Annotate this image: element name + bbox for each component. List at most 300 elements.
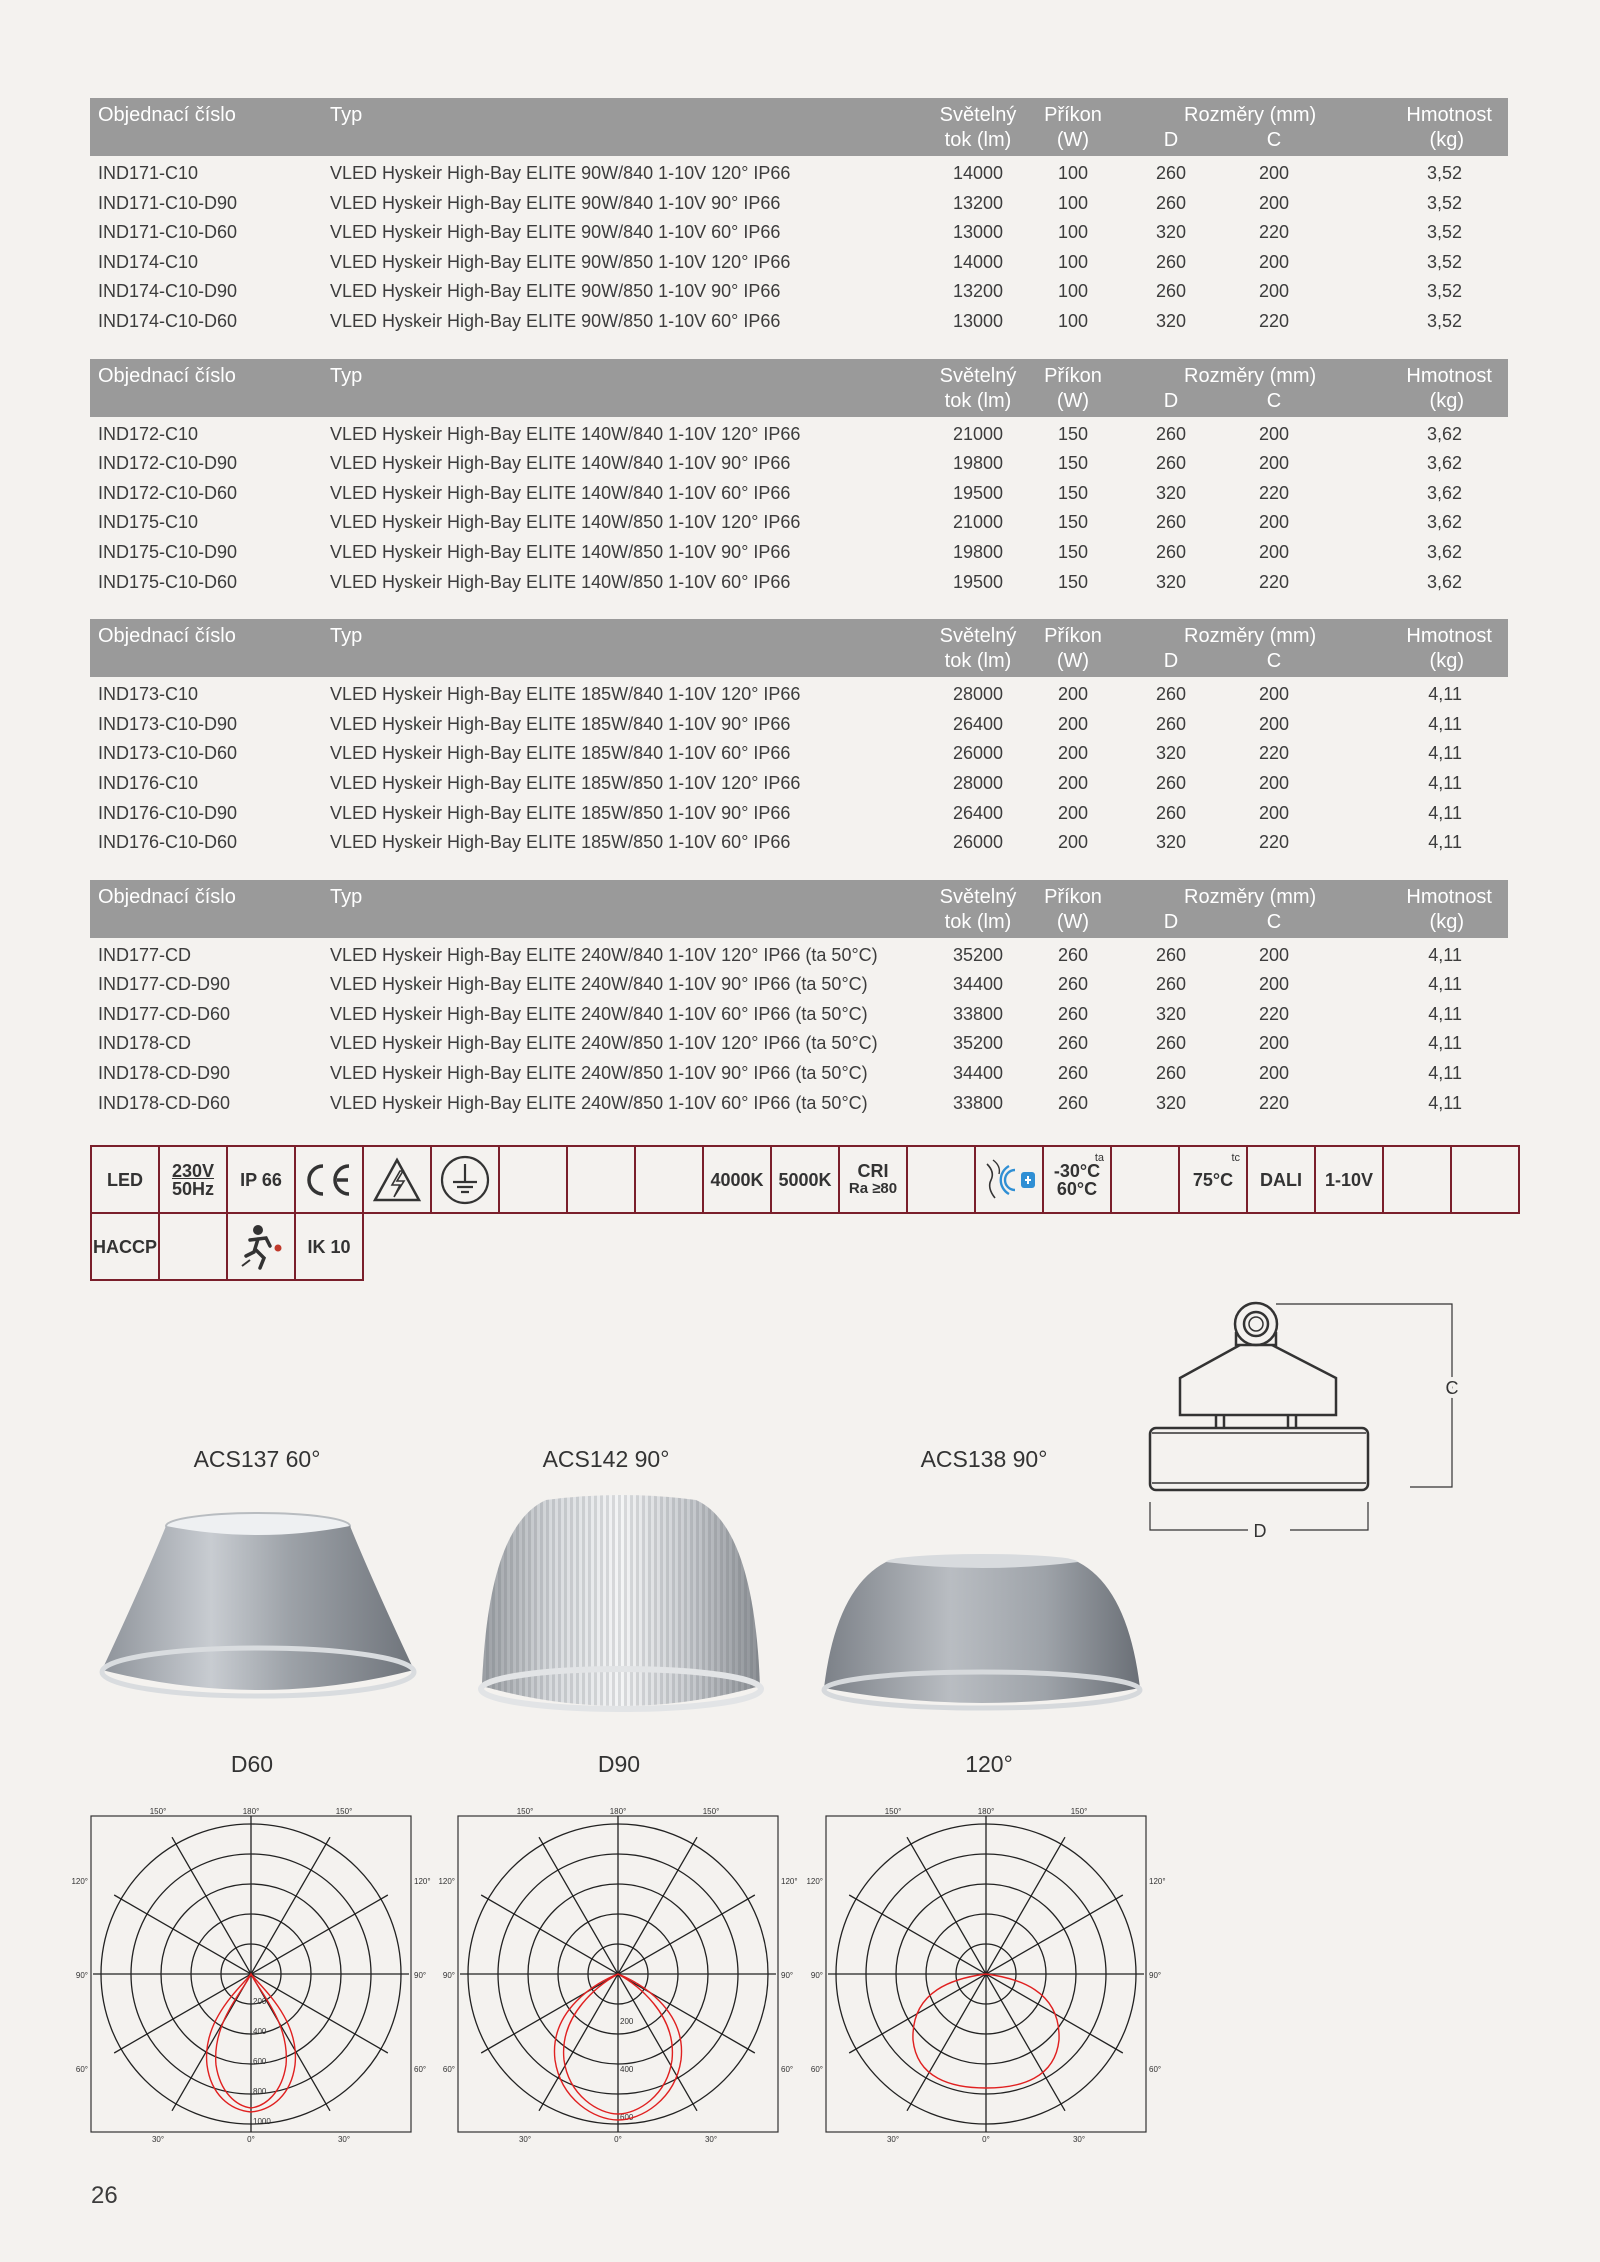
power-cell: 150 (1057, 423, 1089, 444)
header-dim-c: C (1226, 880, 1322, 938)
luminous-flux-cell: 19800 (952, 453, 1004, 474)
page-number: 26 (91, 2182, 118, 2209)
power-cell: 200 (1057, 743, 1089, 764)
empty-symbol (906, 1145, 976, 1214)
dim-d-cell: 260 (1155, 192, 1187, 213)
power-cell: 200 (1057, 832, 1089, 853)
order-number-cell: IND171-C10-D60 (98, 222, 238, 243)
weight-cell: 3,52 (1426, 281, 1462, 302)
ring-label: 400 (253, 2027, 267, 2036)
dim-d-cell: 260 (1155, 281, 1187, 302)
order-number-cell: IND178-CD (98, 1033, 192, 1054)
weight-cell: 4,11 (1428, 1063, 1462, 1084)
dim-c-cell: 200 (1258, 192, 1290, 213)
dim-c-cell: 220 (1258, 1092, 1290, 1113)
type-cell: VLED Hyskeir High-Bay ELITE 90W/850 1-10V 60° IP66 (330, 310, 781, 331)
dim-c-cell: 220 (1258, 310, 1290, 331)
power-cell: 150 (1057, 453, 1089, 474)
type-cell: VLED Hyskeir High-Bay ELITE 240W/850 1-10V 60° IP66 (ta 50°C) (330, 1092, 868, 1113)
luminous-flux-cell: 26000 (952, 743, 1004, 764)
type-cell: VLED Hyskeir High-Bay ELITE 90W/840 1-10V 120° IP66 (330, 163, 791, 183)
angle-label: 0° (247, 2135, 255, 2144)
dim-c-cell: 200 (1258, 974, 1290, 995)
weight-cell: 3,52 (1426, 192, 1462, 213)
luminous-flux-cell: 33800 (952, 1003, 1004, 1024)
angle-label: 120° (414, 1877, 431, 1886)
dim-d-cell: 320 (1155, 1003, 1187, 1024)
angle-label: 150° (516, 1807, 534, 1816)
table-row (90, 277, 1508, 307)
empty-symbol (566, 1145, 636, 1214)
ce-mark-icon (294, 1145, 364, 1214)
angle-label: 150° (702, 1807, 720, 1816)
electric-warning-icon (362, 1145, 432, 1214)
order-number-cell: IND177-CD-D90 (98, 974, 231, 995)
power-cell: 150 (1057, 571, 1089, 592)
order-number-cell: IND171-C10-D90 (98, 192, 238, 213)
dim-c-cell: 200 (1258, 541, 1290, 562)
dim-c-cell: 200 (1258, 944, 1290, 965)
table-row (90, 1059, 1508, 1089)
dim-d-cell: 260 (1155, 251, 1187, 272)
order-number-cell: IND174-C10 (98, 251, 199, 272)
reflector-image-aluminium-60 (92, 1500, 424, 1732)
weight-cell: 3,62 (1426, 453, 1462, 474)
dim-d-cell: 260 (1155, 512, 1187, 533)
angle-label: 90° (442, 1971, 455, 1980)
type-cell: VLED Hyskeir High-Bay ELITE 185W/850 1-10V 60° IP66 (330, 832, 791, 853)
power-cell: 100 (1057, 251, 1089, 272)
reflector-image-polycarbonate-90 (468, 1486, 774, 1722)
weight-cell: 4,11 (1428, 1003, 1462, 1024)
ring-label: 200 (620, 2017, 634, 2026)
weight-cell: 3,62 (1426, 482, 1462, 503)
table-row (90, 1089, 1508, 1119)
dim-c-cell: 200 (1258, 251, 1290, 272)
order-number-cell: IND174-C10-D90 (98, 281, 238, 302)
angle-label: 90° (75, 1971, 88, 1980)
led-symbol: LED (90, 1145, 160, 1214)
luminous-flux-cell: 28000 (952, 772, 1004, 793)
dim-d-cell: 320 (1155, 571, 1187, 592)
spec-table (90, 619, 1508, 858)
table-row (90, 538, 1508, 568)
order-number-cell: IND172-C10-D60 (98, 482, 238, 503)
table-row (90, 938, 1508, 971)
order-number-cell: IND175-C10 (98, 512, 199, 533)
dim-d-cell: 260 (1155, 944, 1187, 965)
angle-label: 30° (151, 2135, 165, 2144)
type-cell: VLED Hyskeir High-Bay ELITE 240W/840 1-10V 120° IP66 (ta 50°C) (330, 944, 878, 965)
angle-label: 120° (71, 1877, 88, 1886)
angle-label: 180° (242, 1807, 260, 1816)
type-cell: VLED Hyskeir High-Bay ELITE 90W/850 1-10V 120° IP66 (330, 251, 791, 272)
weight-cell: 3,52 (1426, 251, 1462, 272)
order-number-cell: IND176-C10-D90 (98, 802, 238, 823)
table-row (90, 449, 1508, 479)
ambient-temp-symbol: ta -30°C 60°C (1042, 1145, 1112, 1214)
table-row (90, 1029, 1508, 1059)
power-cell: 260 (1057, 1003, 1089, 1024)
luminous-flux-cell: 34400 (952, 1063, 1004, 1084)
luminous-flux-cell: 13200 (952, 192, 1004, 213)
dim-d-cell: 320 (1155, 1092, 1187, 1113)
header-dim-d: Rozměry (mm) D (1116, 619, 1226, 677)
order-number-cell: IND175-C10-D90 (98, 541, 238, 562)
dim-c-cell: 200 (1258, 1063, 1290, 1084)
dim-d-cell: 320 (1155, 222, 1187, 243)
angle-label: 120° (781, 1877, 798, 1886)
luminous-flux-cell: 21000 (952, 423, 1004, 444)
dim-d-label: D (1253, 1521, 1267, 1541)
power-cell: 100 (1057, 281, 1089, 302)
empty-symbol (1450, 1145, 1520, 1214)
header-weight: Hmotnost (kg) (1322, 880, 1508, 938)
weight-cell: 3,52 (1426, 163, 1462, 183)
order-number-cell: IND172-C10 (98, 423, 199, 444)
dim-d-cell: 260 (1155, 974, 1187, 995)
polar-caption-120: 120° (965, 1751, 1013, 1777)
weight-cell: 4,11 (1428, 1092, 1462, 1113)
polar-diagram-120 (806, 1807, 1166, 2144)
power-cell: 200 (1057, 713, 1089, 734)
table-row (90, 677, 1508, 710)
header-type: Typ (322, 359, 926, 417)
weight-cell: 4,11 (1428, 944, 1462, 965)
angle-label: 120° (1149, 1877, 1166, 1886)
empty-symbol (1382, 1145, 1452, 1214)
dim-c-cell: 200 (1258, 453, 1290, 474)
spec-table (90, 359, 1508, 598)
table-header-row (90, 619, 1508, 677)
angle-label: 120° (806, 1877, 823, 1886)
polar-caption-d60: D60 (230, 1751, 274, 1777)
reflector-image-aluminium-90 (816, 1548, 1148, 1728)
header-dim-d: Rozměry (mm) D (1116, 359, 1226, 417)
table-row (90, 799, 1508, 829)
table-row (90, 568, 1508, 598)
weight-cell: 3,62 (1426, 541, 1462, 562)
order-number-cell: IND178-CD-D60 (98, 1092, 231, 1113)
weight-cell: 4,11 (1428, 743, 1462, 764)
weight-cell: 4,11 (1428, 1033, 1462, 1054)
weight-cell: 4,11 (1428, 802, 1462, 823)
reflector-title-2: ACS142 90° (542, 1446, 670, 1472)
order-number-cell: IND174-C10-D60 (98, 310, 238, 331)
angle-label: 150° (1070, 1807, 1088, 1816)
dim-c-cell: 200 (1258, 163, 1290, 183)
luminous-flux-cell: 13000 (952, 222, 1004, 243)
angle-label: 60° (1149, 2065, 1162, 2074)
certification-symbols (90, 1147, 1520, 1281)
angle-label: 150° (149, 1807, 167, 1816)
luminous-flux-cell: 19500 (952, 482, 1004, 503)
luminous-flux-cell: 13200 (952, 281, 1004, 302)
power-cell: 100 (1057, 310, 1089, 331)
luminous-flux-cell: 33800 (952, 1092, 1004, 1113)
dim-c-cell: 220 (1258, 832, 1290, 853)
cct-4000k-symbol: 4000K (702, 1145, 772, 1214)
angle-label: 30° (886, 2135, 900, 2144)
header-power: Příkon (W) (1030, 619, 1116, 677)
header-weight: Hmotnost (kg) (1322, 98, 1508, 156)
angle-label: 120° (438, 1877, 455, 1886)
weight-cell: 4,11 (1428, 832, 1462, 853)
weight-cell: 4,11 (1428, 772, 1462, 793)
dim-d-cell: 320 (1155, 832, 1187, 853)
dim-c-cell: 220 (1258, 222, 1290, 243)
type-cell: VLED Hyskeir High-Bay ELITE 90W/840 1-10V 60° IP66 (330, 222, 781, 243)
header-flux: Světelný tok (lm) (926, 359, 1030, 417)
polar-caption-d90: D90 (597, 1751, 641, 1777)
motion-sensor-icon (974, 1145, 1044, 1214)
type-cell: VLED Hyskeir High-Bay ELITE 140W/850 1-10V 120° IP66 (330, 512, 801, 533)
empty-symbol (158, 1212, 228, 1281)
product-tables (90, 98, 1508, 1140)
spec-table (90, 880, 1508, 1119)
power-cell: 100 (1057, 222, 1089, 243)
luminous-flux-cell: 35200 (952, 1033, 1004, 1054)
table-header-row (90, 98, 1508, 156)
table-row (90, 828, 1508, 858)
power-cell: 150 (1057, 541, 1089, 562)
weight-cell: 4,11 (1428, 974, 1462, 995)
header-type: Typ (322, 98, 926, 156)
table-row (90, 710, 1508, 740)
angle-label: 30° (518, 2135, 532, 2144)
empty-symbol (1110, 1145, 1180, 1214)
impact-ball-icon (226, 1212, 296, 1281)
dim-d-cell: 320 (1155, 310, 1187, 331)
dim-c-cell: 200 (1258, 684, 1290, 705)
cri-symbol: CRI Ra ≥80 (838, 1145, 908, 1214)
dim-d-cell: 260 (1155, 1033, 1187, 1054)
table-row (90, 307, 1508, 337)
type-cell: VLED Hyskeir High-Bay ELITE 90W/850 1-10V 90° IP66 (330, 281, 781, 302)
cct-5000k-symbol: 5000K (770, 1145, 840, 1214)
angle-label: 0° (614, 2135, 622, 2144)
header-dim-c: C (1226, 98, 1322, 156)
type-cell: VLED Hyskeir High-Bay ELITE 140W/850 1-10V 90° IP66 (330, 541, 791, 562)
table-row (90, 189, 1508, 219)
luminous-flux-cell: 19500 (952, 571, 1004, 592)
dim-c-cell: 220 (1258, 482, 1290, 503)
header-order-no: Objednací číslo (90, 359, 322, 417)
dim-d-cell: 260 (1155, 1063, 1187, 1084)
type-cell: VLED Hyskeir High-Bay ELITE 240W/850 1-10V 90° IP66 (ta 50°C) (330, 1063, 868, 1084)
dim-c-cell: 220 (1258, 571, 1290, 592)
luminous-flux-cell: 26400 (952, 713, 1004, 734)
angle-label: 30° (704, 2135, 718, 2144)
power-cell: 260 (1057, 974, 1089, 995)
polar-diagram-d60 (71, 1807, 431, 2144)
dim-c-cell: 220 (1258, 1003, 1290, 1024)
type-cell: VLED Hyskeir High-Bay ELITE 140W/840 1-10V 60° IP66 (330, 482, 791, 503)
power-cell: 260 (1057, 944, 1089, 965)
type-cell: VLED Hyskeir High-Bay ELITE 185W/850 1-10V 120° IP66 (330, 772, 801, 793)
order-number-cell: IND175-C10-D60 (98, 571, 238, 592)
order-number-cell: IND177-CD (98, 944, 192, 965)
header-weight: Hmotnost (kg) (1322, 619, 1508, 677)
power-cell: 260 (1057, 1092, 1089, 1113)
header-type: Typ (322, 880, 926, 938)
order-number-cell: IND176-C10-D60 (98, 832, 238, 853)
weight-cell: 3,62 (1426, 512, 1462, 533)
power-cell: 200 (1057, 684, 1089, 705)
angle-label: 150° (884, 1807, 902, 1816)
weight-cell: 3,52 (1426, 310, 1462, 331)
dim-c-cell: 220 (1258, 743, 1290, 764)
ring-label: 1000 (253, 2117, 271, 2126)
luminous-flux-cell: 13000 (952, 310, 1004, 331)
power-cell: 200 (1057, 772, 1089, 793)
power-cell: 100 (1057, 192, 1089, 213)
ik-symbol: IK 10 (294, 1212, 364, 1281)
table-row (90, 1000, 1508, 1030)
dim-c-cell: 200 (1258, 802, 1290, 823)
ring-label: 400 (620, 2065, 634, 2074)
type-cell: VLED Hyskeir High-Bay ELITE 140W/850 1-10V 60° IP66 (330, 571, 791, 592)
angle-label: 30° (337, 2135, 351, 2144)
luminous-flux-cell: 26400 (952, 802, 1004, 823)
dim-d-cell: 320 (1155, 482, 1187, 503)
weight-cell: 4,11 (1428, 713, 1462, 734)
type-cell: VLED Hyskeir High-Bay ELITE 90W/840 1-10V 90° IP66 (330, 192, 781, 213)
type-cell: VLED Hyskeir High-Bay ELITE 185W/850 1-10V 90° IP66 (330, 802, 791, 823)
header-power: Příkon (W) (1030, 359, 1116, 417)
reflector-title-1: ACS137 60° (193, 1446, 321, 1472)
table-row (90, 417, 1508, 450)
angle-label: 150° (335, 1807, 353, 1816)
dim-d-cell: 260 (1155, 684, 1187, 705)
type-cell: VLED Hyskeir High-Bay ELITE 185W/840 1-10V 120° IP66 (330, 684, 801, 705)
weight-cell: 3,62 (1426, 423, 1462, 444)
header-weight: Hmotnost (kg) (1322, 359, 1508, 417)
weight-cell: 4,11 (1428, 684, 1462, 705)
reflector-title-3: ACS138 90° (920, 1446, 1048, 1472)
symbols-row-1 (90, 1147, 1520, 1214)
header-flux: Světelný tok (lm) (926, 880, 1030, 938)
power-cell: 200 (1057, 802, 1089, 823)
order-number-cell: IND173-C10-D60 (98, 743, 238, 764)
luminous-flux-cell: 14000 (952, 163, 1004, 183)
header-order-no: Objednací číslo (90, 98, 322, 156)
angle-label: 0° (982, 2135, 990, 2144)
header-dim-c: C (1226, 619, 1322, 677)
power-cell: 260 (1057, 1033, 1089, 1054)
dim-c-cell: 200 (1258, 281, 1290, 302)
header-dim-d: Rozměry (mm) D (1116, 98, 1226, 156)
table-row (90, 156, 1508, 189)
angle-label: 90° (810, 1971, 823, 1980)
angle-label: 30° (1072, 2135, 1086, 2144)
order-number-cell: IND176-C10 (98, 772, 199, 793)
luminous-flux-cell: 35200 (952, 944, 1004, 965)
tc-temp-symbol: tc 75°C (1178, 1145, 1248, 1214)
weight-cell: 3,52 (1426, 222, 1462, 243)
dim-d-cell: 260 (1155, 423, 1187, 444)
header-type: Typ (322, 619, 926, 677)
table-header-row (90, 359, 1508, 417)
angle-label: 60° (414, 2065, 427, 2074)
table-row (90, 479, 1508, 509)
header-flux: Světelný tok (lm) (926, 619, 1030, 677)
order-number-cell: IND173-C10 (98, 684, 199, 705)
angle-label: 60° (75, 2065, 88, 2074)
ring-label: 200 (253, 1997, 267, 2006)
type-cell: VLED Hyskeir High-Bay ELITE 185W/840 1-10V 60° IP66 (330, 743, 791, 764)
dim-d-cell: 260 (1155, 802, 1187, 823)
angle-label: 180° (609, 1807, 627, 1816)
angle-label: 60° (442, 2065, 455, 2074)
dim-c-label: C (1445, 1378, 1459, 1398)
table-row (90, 739, 1508, 769)
haccp-symbol: HACCP (90, 1212, 160, 1281)
dim-d-cell: 260 (1155, 541, 1187, 562)
empty-symbol (498, 1145, 568, 1214)
luminous-flux-cell: 26000 (952, 832, 1004, 853)
type-cell: VLED Hyskeir High-Bay ELITE 140W/840 1-10V 120° IP66 (330, 423, 801, 444)
weight-cell: 3,62 (1426, 571, 1462, 592)
dim-d-cell: 320 (1155, 743, 1187, 764)
header-dim-c: C (1226, 359, 1322, 417)
angle-label: 90° (414, 1971, 427, 1980)
order-number-cell: IND173-C10-D90 (98, 713, 238, 734)
voltage-symbol: 230V 50Hz (158, 1145, 228, 1214)
dim-d-cell: 260 (1155, 453, 1187, 474)
dim-c-cell: 200 (1258, 512, 1290, 533)
ring-label: 600 (620, 2113, 634, 2122)
ring-label: 800 (253, 2087, 267, 2096)
type-cell: VLED Hyskeir High-Bay ELITE 240W/840 1-10V 60° IP66 (ta 50°C) (330, 1003, 868, 1024)
angle-label: 90° (1149, 1971, 1162, 1980)
table-row (90, 508, 1508, 538)
ground-icon (430, 1145, 500, 1214)
angle-label: 180° (977, 1807, 995, 1816)
luminous-flux-cell: 34400 (952, 974, 1004, 995)
luminous-flux-cell: 28000 (952, 684, 1004, 705)
table-row (90, 248, 1508, 278)
type-cell: VLED Hyskeir High-Bay ELITE 185W/840 1-10V 90° IP66 (330, 713, 791, 734)
dim-c-cell: 200 (1258, 713, 1290, 734)
power-cell: 150 (1057, 482, 1089, 503)
type-cell: VLED Hyskeir High-Bay ELITE 240W/850 1-10V 120° IP66 (ta 50°C) (330, 1033, 878, 1054)
ip-symbol: IP 66 (226, 1145, 296, 1214)
order-number-cell: IND171-C10 (98, 163, 199, 183)
order-number-cell: IND177-CD-D60 (98, 1003, 231, 1024)
power-cell: 260 (1057, 1063, 1089, 1084)
dim-d-cell: 260 (1155, 713, 1187, 734)
polar-diagram-d90 (438, 1807, 798, 2144)
luminous-flux-cell: 21000 (952, 512, 1004, 533)
angle-label: 60° (781, 2065, 794, 2074)
dim-c-cell: 200 (1258, 772, 1290, 793)
dim-1-10v-symbol: 1-10V (1314, 1145, 1384, 1214)
dim-c-cell: 200 (1258, 1033, 1290, 1054)
angle-label: 90° (781, 1971, 794, 1980)
type-cell: VLED Hyskeir High-Bay ELITE 140W/840 1-10V 90° IP66 (330, 453, 791, 474)
dim-d-cell: 260 (1155, 772, 1187, 793)
power-cell: 100 (1057, 163, 1089, 183)
dimension-drawing (1100, 1290, 1480, 1550)
dim-c-cell: 200 (1258, 423, 1290, 444)
power-cell: 150 (1057, 512, 1089, 533)
table-header-row (90, 880, 1508, 938)
dali-symbol: DALI (1246, 1145, 1316, 1214)
ring-label: 600 (253, 2057, 267, 2066)
symbols-row-2 (90, 1214, 1520, 1281)
table-row (90, 218, 1508, 248)
